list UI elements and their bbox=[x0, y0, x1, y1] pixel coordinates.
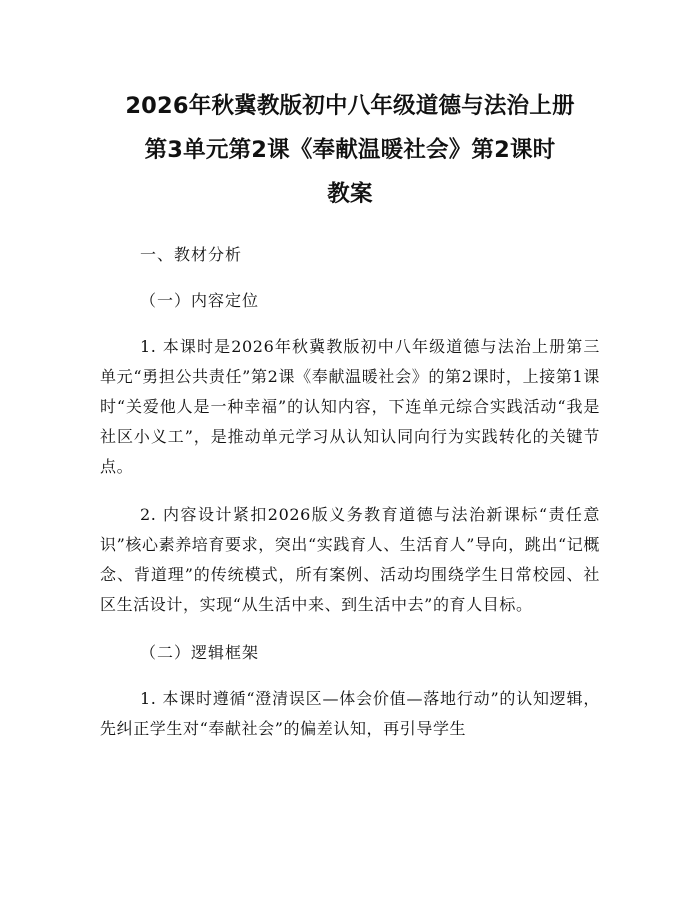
subsection-heading-content-positioning: （一）内容定位 bbox=[140, 291, 260, 310]
paragraph-logic-framework-1: 1. 本课时遵循“澄清误区—体会价值—落地行动”的认知逻辑，先纠正学生对“奉献社会”的偏差认知，再引导学生 bbox=[100, 689, 600, 738]
document-title bbox=[100, 0, 600, 216]
title-line-1: 2026年秋冀教版初中八年级道德与法治上册 bbox=[125, 93, 575, 119]
subsection-heading-logic-framework: （二）逻辑框架 bbox=[140, 643, 260, 662]
section-heading-textbook-analysis: 一、教材分析 bbox=[140, 245, 243, 264]
title-line-3: 教案 bbox=[327, 181, 373, 207]
title-line-2: 第3单元第2课《奉献温暖社会》第2课时 bbox=[144, 137, 556, 163]
paragraph-content-positioning-2: 2. 内容设计紧扣2026版义务教育道德与法治新课标“责任意识”核心素养培育要求，突出“实践育人、生活育人”导向，跳出“记概念、背道理”的传统模式，所有案例、活动均围绕学生日常校园、社区生活设计，实现“从生活中来、到生活中去”的育人目标。 bbox=[100, 505, 600, 614]
document-body bbox=[100, 240, 600, 744]
paragraph-content-positioning-1: 1. 本课时是2026年秋冀教版初中八年级道德与法治上册第三单元“勇担公共责任”第2课《奉献温暖社会》的第2课时，上接第1课时“关爱他人是一种幸福”的认知内容，下连单元综合实践活动“我是社区小义工”，是推动单元学习从认知认同向行为实践转化的关键节点。 bbox=[100, 337, 600, 476]
